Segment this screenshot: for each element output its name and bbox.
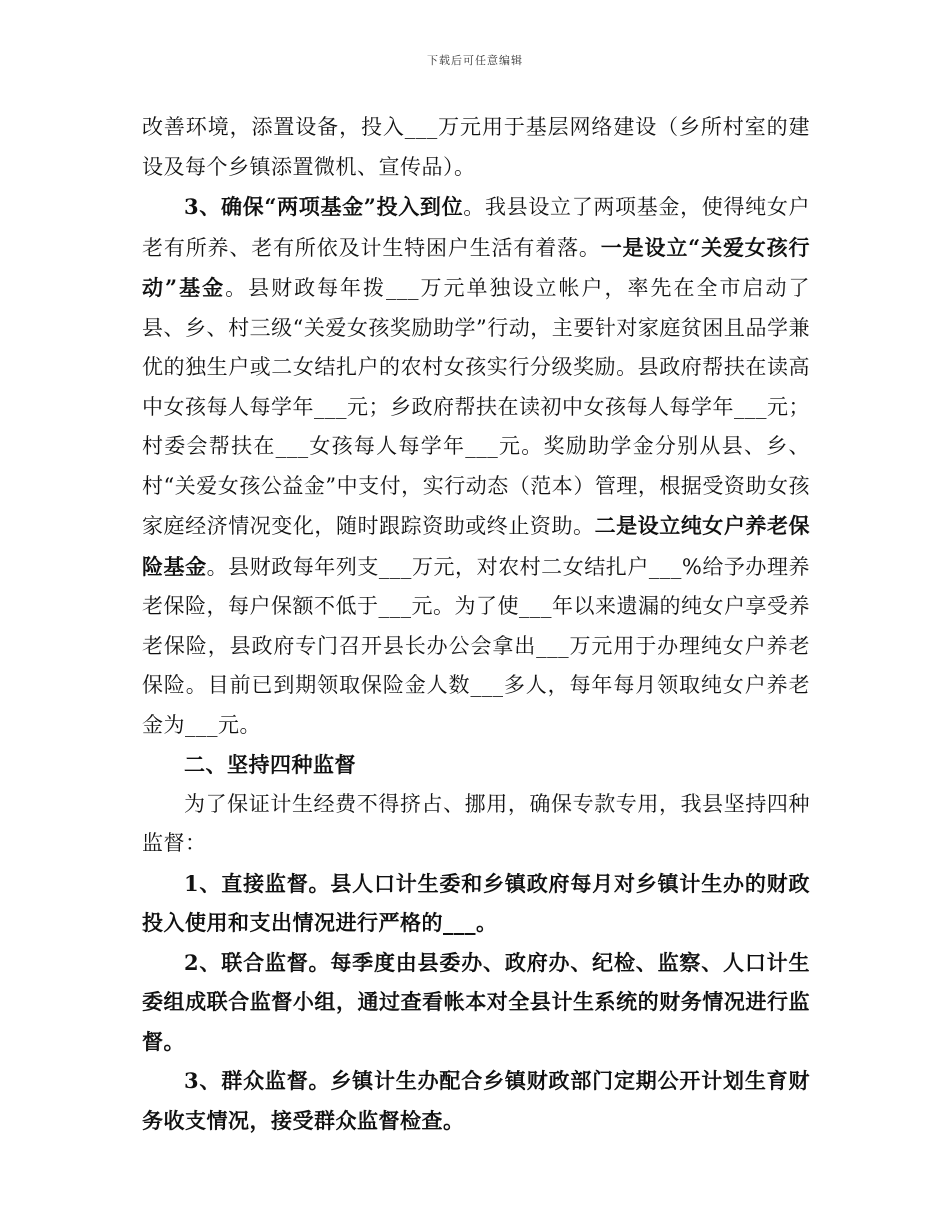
paragraph-network-construction: 改善环境，添置设备，投入___万元用于基层网络建设（乡所村室的建设及每个乡镇添置微机、宣传品）。 [142,115,810,179]
paragraph-body: 。县财政每年列支___万元，对农村二女结扎户___%给予办理养老保险，每户保额不低于___元。为了使___年以来遗漏的纯女户享受养老保险，县政府专门召开县长办公会拿出___万元用于办理纯女户养老保险。目前已到期领取保险金人数___多人，每年每月领取纯女户养老金为___元。 [142,554,811,737]
paragraph-body: 。我县设立了两项基金，使得纯女户老有所养、老有所依及计生特困户生活有着落。 [142,195,810,260]
paragraph-body: 。县财政每年拨___万元单独设立帐户，率先在全市启动了县、乡、村三级“关爱女孩奖励助学”行动，主要针对家庭贫困且品学兼优的独生户或二女结扎户的农村女孩实行分级奖励。县政府帮扶在读高中女孩每人每学年___元；乡政府帮扶在读初中女孩每人每学年___元；村委会帮扶在___女孩每人每学年___元。奖励助学金分别从县、乡、村“关爱女孩公益金”中支付，实行动态（范本）管理，根据受资助女孩家庭经济情况变化，随时跟踪资助或终止资助。 [142,276,810,538]
document-body [142,108,810,1140]
page-header-note: 下载后可任意编辑 [427,54,523,67]
sub-heading-girl-care-fund: 一是设立“关爱女孩行动”基金 [142,234,810,300]
paragraph-supervision-intro: 为了保证计生经费不得挤占、挪用，确保专款专用，我县坚持四种监督： [142,791,810,855]
paragraph-direct-supervision: 1、直接监督。县人口计生委和乡镇政府每月对乡镇计生办的财政投入使用和支出情况进行严格的___。 [142,870,810,935]
paragraph-public-supervision: 3、群众监督。乡镇计生办配合乡镇财政部门定期公开计划生育财务收支情况，接受群众监督检查。 [142,1068,810,1133]
section-heading-four-supervisions: 二、坚持四种监督 [184,752,356,777]
paragraph-two-funds [142,187,810,745]
sub-heading-pension-fund: 二是设立纯女户养老保险基金 [142,513,811,579]
paragraph-lead: 3、确保“两项基金”投入到位 [184,194,464,219]
paragraph-joint-supervision: 2、联合监督。每季度由县委办、政府办、纪检、监察、人口计生委组成联合监督小组，通过查看帐本对全县计生系统的财务情况进行监督。 [142,949,810,1054]
